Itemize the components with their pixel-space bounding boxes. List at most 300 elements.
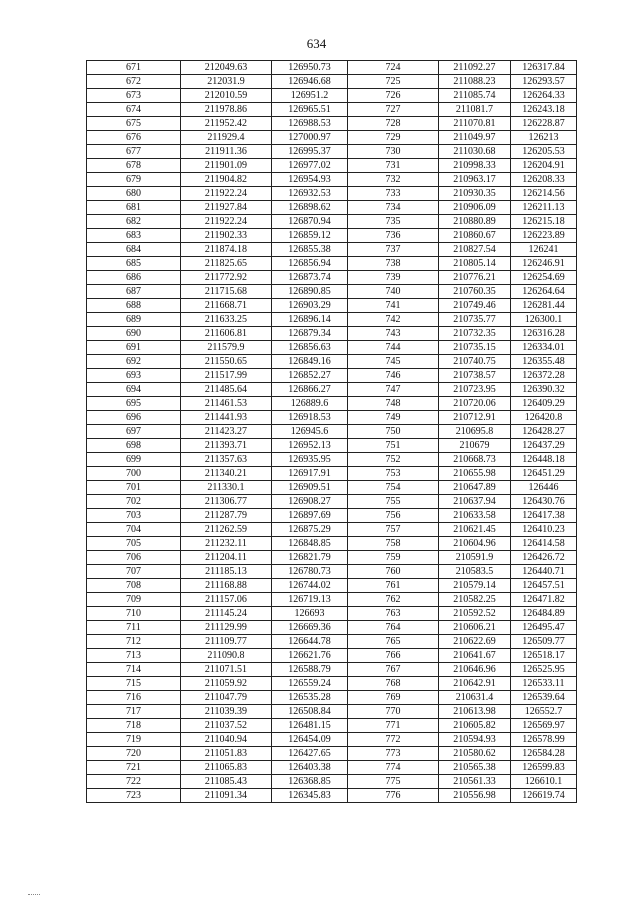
point-number-cell: 711 [87,621,181,635]
point-number-cell: 675 [87,117,181,131]
y-coordinate-cell: 126403.38 [272,761,348,775]
y-coordinate-cell: 126935.95 [272,453,348,467]
point-number-cell: 693 [87,369,181,383]
x-coordinate-cell: 210592.52 [439,607,511,621]
y-coordinate-cell: 126208.33 [511,173,577,187]
x-coordinate-cell: 211091.34 [181,789,272,803]
point-number-cell: 719 [87,733,181,747]
table-row [87,397,577,411]
table-row [87,75,577,89]
point-number-cell: 684 [87,243,181,257]
table-row [87,383,577,397]
table-row [87,733,577,747]
point-number-cell: 672 [87,75,181,89]
x-coordinate-cell: 210646.96 [439,663,511,677]
point-number-cell: 758 [348,537,439,551]
point-number-cell: 746 [348,369,439,383]
point-number-cell: 774 [348,761,439,775]
x-coordinate-cell: 210776.21 [439,271,511,285]
table-row [87,355,577,369]
point-number-cell: 722 [87,775,181,789]
table-row [87,551,577,565]
point-number-cell: 716 [87,691,181,705]
y-coordinate-cell: 126440.71 [511,565,577,579]
y-coordinate-cell: 126908.27 [272,495,348,509]
y-coordinate-cell: 126223.89 [511,229,577,243]
table-row [87,607,577,621]
x-coordinate-cell: 211901.09 [181,159,272,173]
x-coordinate-cell: 210668.73 [439,453,511,467]
point-number-cell: 770 [348,705,439,719]
y-coordinate-cell: 126896.14 [272,313,348,327]
point-number-cell: 759 [348,551,439,565]
y-coordinate-cell: 126578.99 [511,733,577,747]
point-number-cell: 731 [348,159,439,173]
x-coordinate-cell: 211049.97 [439,131,511,145]
y-coordinate-cell: 126909.51 [272,481,348,495]
x-coordinate-cell: 211393.71 [181,439,272,453]
y-coordinate-cell: 126345.83 [272,789,348,803]
x-coordinate-cell: 210735.15 [439,341,511,355]
y-coordinate-cell: 126852.27 [272,369,348,383]
x-coordinate-cell: 211040.94 [181,733,272,747]
point-number-cell: 763 [348,607,439,621]
y-coordinate-cell: 126539.64 [511,691,577,705]
point-number-cell: 715 [87,677,181,691]
x-coordinate-cell: 211579.9 [181,341,272,355]
point-number-cell: 690 [87,327,181,341]
table-row [87,271,577,285]
y-coordinate-cell: 126780.73 [272,565,348,579]
y-coordinate-cell: 126535.28 [272,691,348,705]
y-coordinate-cell: 126965.51 [272,103,348,117]
x-coordinate-cell: 211357.63 [181,453,272,467]
x-coordinate-cell: 211081.7 [439,103,511,117]
y-coordinate-cell: 126508.84 [272,705,348,719]
point-number-cell: 760 [348,565,439,579]
x-coordinate-cell: 211606.81 [181,327,272,341]
point-number-cell: 676 [87,131,181,145]
x-coordinate-cell: 211287.79 [181,509,272,523]
point-number-cell: 720 [87,747,181,761]
point-number-cell: 739 [348,271,439,285]
point-number-cell: 732 [348,173,439,187]
y-coordinate-cell: 126856.94 [272,257,348,271]
x-coordinate-cell: 210642.91 [439,677,511,691]
x-coordinate-cell: 210860.67 [439,229,511,243]
x-coordinate-cell: 210580.62 [439,747,511,761]
x-coordinate-cell: 211090.8 [181,649,272,663]
y-coordinate-cell: 126946.68 [272,75,348,89]
x-coordinate-cell: 211168.88 [181,579,272,593]
point-number-cell: 671 [87,61,181,75]
x-coordinate-cell: 211978.86 [181,103,272,117]
table-row [87,439,577,453]
point-number-cell: 737 [348,243,439,257]
y-coordinate-cell: 126584.28 [511,747,577,761]
table-row [87,509,577,523]
x-coordinate-cell: 210712.91 [439,411,511,425]
point-number-cell: 729 [348,131,439,145]
table-row [87,677,577,691]
point-number-cell: 705 [87,537,181,551]
x-coordinate-cell: 211085.74 [439,89,511,103]
x-coordinate-cell: 210613.98 [439,705,511,719]
x-coordinate-cell: 210637.94 [439,495,511,509]
x-coordinate-cell: 210582.25 [439,593,511,607]
point-number-cell: 725 [348,75,439,89]
y-coordinate-cell: 126719.13 [272,593,348,607]
point-number-cell: 730 [348,145,439,159]
y-coordinate-cell: 126932.53 [272,187,348,201]
y-coordinate-cell: 126898.62 [272,201,348,215]
x-coordinate-cell: 210695.8 [439,425,511,439]
point-number-cell: 680 [87,187,181,201]
y-coordinate-cell: 126205.53 [511,145,577,159]
y-coordinate-cell: 126951.2 [272,89,348,103]
y-coordinate-cell: 126977.02 [272,159,348,173]
point-number-cell: 769 [348,691,439,705]
point-number-cell: 772 [348,733,439,747]
point-number-cell: 686 [87,271,181,285]
point-number-cell: 736 [348,229,439,243]
table-row [87,299,577,313]
y-coordinate-cell: 126428.27 [511,425,577,439]
x-coordinate-cell: 211874.18 [181,243,272,257]
x-coordinate-cell: 210583.5 [439,565,511,579]
point-number-cell: 728 [348,117,439,131]
table-row [87,257,577,271]
y-coordinate-cell: 126481.15 [272,719,348,733]
x-coordinate-cell: 211204.11 [181,551,272,565]
x-coordinate-cell: 211550.65 [181,355,272,369]
x-coordinate-cell: 211306.77 [181,495,272,509]
point-number-cell: 752 [348,453,439,467]
point-number-cell: 709 [87,593,181,607]
y-coordinate-cell: 126897.69 [272,509,348,523]
table-row [87,649,577,663]
y-coordinate-cell: 126437.29 [511,439,577,453]
point-number-cell: 688 [87,299,181,313]
point-number-cell: 749 [348,411,439,425]
y-coordinate-cell: 126879.34 [272,327,348,341]
x-coordinate-cell: 210827.54 [439,243,511,257]
point-number-cell: 724 [348,61,439,75]
x-coordinate-cell: 211262.59 [181,523,272,537]
table-row [87,747,577,761]
point-number-cell: 683 [87,229,181,243]
table-row [87,663,577,677]
coordinates-table [86,60,577,803]
x-coordinate-cell: 211157.06 [181,593,272,607]
y-coordinate-cell: 126281.44 [511,299,577,313]
y-coordinate-cell: 126988.53 [272,117,348,131]
y-coordinate-cell: 126390.32 [511,383,577,397]
coordinates-table-body [87,61,577,803]
y-coordinate-cell: 126471.82 [511,593,577,607]
y-coordinate-cell: 126821.79 [272,551,348,565]
point-number-cell: 735 [348,215,439,229]
x-coordinate-cell: 211051.83 [181,747,272,761]
x-coordinate-cell: 211092.27 [439,61,511,75]
y-coordinate-cell: 126214.56 [511,187,577,201]
point-number-cell: 761 [348,579,439,593]
y-coordinate-cell: 126599.83 [511,761,577,775]
table-row [87,341,577,355]
point-number-cell: 773 [348,747,439,761]
y-coordinate-cell: 126409.29 [511,397,577,411]
table-row [87,775,577,789]
y-coordinate-cell: 126243.18 [511,103,577,117]
table-row [87,103,577,117]
x-coordinate-cell: 211904.82 [181,173,272,187]
table-row [87,761,577,775]
x-coordinate-cell: 211030.68 [439,145,511,159]
x-coordinate-cell: 211037.52 [181,719,272,733]
table-row [87,187,577,201]
footer-mark [28,894,40,897]
point-number-cell: 727 [348,103,439,117]
table-row [87,159,577,173]
y-coordinate-cell: 126427.65 [272,747,348,761]
point-number-cell: 751 [348,439,439,453]
point-number-cell: 745 [348,355,439,369]
point-number-cell: 707 [87,565,181,579]
table-row [87,327,577,341]
point-number-cell: 768 [348,677,439,691]
y-coordinate-cell: 126954.93 [272,173,348,187]
y-coordinate-cell: 126870.94 [272,215,348,229]
y-coordinate-cell: 126430.76 [511,495,577,509]
table-row [87,691,577,705]
y-coordinate-cell: 126621.76 [272,649,348,663]
table-row [87,565,577,579]
point-number-cell: 714 [87,663,181,677]
point-number-cell: 762 [348,593,439,607]
y-coordinate-cell: 126610.1 [511,775,577,789]
point-number-cell: 687 [87,285,181,299]
point-number-cell: 765 [348,635,439,649]
point-number-cell: 767 [348,663,439,677]
x-coordinate-cell: 211065.83 [181,761,272,775]
point-number-cell: 681 [87,201,181,215]
x-coordinate-cell: 211517.99 [181,369,272,383]
y-coordinate-cell: 126410.23 [511,523,577,537]
x-coordinate-cell: 210565.38 [439,761,511,775]
point-number-cell: 748 [348,397,439,411]
x-coordinate-cell: 211485.64 [181,383,272,397]
point-number-cell: 682 [87,215,181,229]
y-coordinate-cell: 126317.84 [511,61,577,75]
point-number-cell: 710 [87,607,181,621]
y-coordinate-cell: 126457.51 [511,579,577,593]
point-number-cell: 692 [87,355,181,369]
table-row [87,285,577,299]
x-coordinate-cell: 211772.92 [181,271,272,285]
point-number-cell: 756 [348,509,439,523]
x-coordinate-cell: 211330.1 [181,481,272,495]
x-coordinate-cell: 210906.09 [439,201,511,215]
point-number-cell: 695 [87,397,181,411]
y-coordinate-cell: 126254.69 [511,271,577,285]
x-coordinate-cell: 211129.99 [181,621,272,635]
table-row [87,453,577,467]
point-number-cell: 700 [87,467,181,481]
x-coordinate-cell: 210930.35 [439,187,511,201]
point-number-cell: 776 [348,789,439,803]
y-coordinate-cell: 126866.27 [272,383,348,397]
x-coordinate-cell: 210591.9 [439,551,511,565]
x-coordinate-cell: 210963.17 [439,173,511,187]
x-coordinate-cell: 211145.24 [181,607,272,621]
y-coordinate-cell: 126451.29 [511,467,577,481]
x-coordinate-cell: 210749.46 [439,299,511,313]
table-row [87,369,577,383]
y-coordinate-cell: 126559.24 [272,677,348,691]
table-row [87,593,577,607]
y-coordinate-cell: 126414.58 [511,537,577,551]
x-coordinate-cell: 211085.43 [181,775,272,789]
y-coordinate-cell: 126426.72 [511,551,577,565]
x-coordinate-cell: 211070.81 [439,117,511,131]
table-row [87,243,577,257]
point-number-cell: 718 [87,719,181,733]
y-coordinate-cell: 126211.13 [511,201,577,215]
x-coordinate-cell: 210655.98 [439,467,511,481]
x-coordinate-cell: 210561.33 [439,775,511,789]
x-coordinate-cell: 210720.06 [439,397,511,411]
x-coordinate-cell: 210606.21 [439,621,511,635]
y-coordinate-cell: 126644.78 [272,635,348,649]
point-number-cell: 726 [348,89,439,103]
y-coordinate-cell: 126264.64 [511,285,577,299]
y-coordinate-cell: 126903.29 [272,299,348,313]
x-coordinate-cell: 211109.77 [181,635,272,649]
x-coordinate-cell: 210805.14 [439,257,511,271]
x-coordinate-cell: 210740.75 [439,355,511,369]
y-coordinate-cell: 126533.11 [511,677,577,691]
y-coordinate-cell: 126417.38 [511,509,577,523]
y-coordinate-cell: 126569.97 [511,719,577,733]
y-coordinate-cell: 127000.97 [272,131,348,145]
point-number-cell: 708 [87,579,181,593]
y-coordinate-cell: 126995.37 [272,145,348,159]
point-number-cell: 766 [348,649,439,663]
x-coordinate-cell: 211185.13 [181,565,272,579]
x-coordinate-cell: 211059.92 [181,677,272,691]
y-coordinate-cell: 126950.73 [272,61,348,75]
table-row [87,523,577,537]
point-number-cell: 747 [348,383,439,397]
x-coordinate-cell: 211825.65 [181,257,272,271]
point-number-cell: 678 [87,159,181,173]
y-coordinate-cell: 126420.8 [511,411,577,425]
point-number-cell: 691 [87,341,181,355]
x-coordinate-cell: 211423.27 [181,425,272,439]
table-row [87,131,577,145]
point-number-cell: 741 [348,299,439,313]
point-number-cell: 712 [87,635,181,649]
x-coordinate-cell: 210738.57 [439,369,511,383]
x-coordinate-cell: 210723.95 [439,383,511,397]
y-coordinate-cell: 126693 [272,607,348,621]
y-coordinate-cell: 126228.87 [511,117,577,131]
point-number-cell: 750 [348,425,439,439]
y-coordinate-cell: 126213 [511,131,577,145]
x-coordinate-cell: 211461.53 [181,397,272,411]
point-number-cell: 704 [87,523,181,537]
point-number-cell: 703 [87,509,181,523]
x-coordinate-cell: 211911.36 [181,145,272,159]
point-number-cell: 764 [348,621,439,635]
y-coordinate-cell: 126952.13 [272,439,348,453]
y-coordinate-cell: 126300.1 [511,313,577,327]
y-coordinate-cell: 126246.91 [511,257,577,271]
point-number-cell: 753 [348,467,439,481]
table-row [87,61,577,75]
x-coordinate-cell: 211929.4 [181,131,272,145]
x-coordinate-cell: 210622.69 [439,635,511,649]
table-row [87,313,577,327]
y-coordinate-cell: 126875.29 [272,523,348,537]
y-coordinate-cell: 126552.7 [511,705,577,719]
y-coordinate-cell: 126316.28 [511,327,577,341]
point-number-cell: 721 [87,761,181,775]
y-coordinate-cell: 126890.85 [272,285,348,299]
y-coordinate-cell: 126215.18 [511,215,577,229]
y-coordinate-cell: 126368.85 [272,775,348,789]
table-row [87,495,577,509]
x-coordinate-cell: 211927.84 [181,201,272,215]
y-coordinate-cell: 126669.36 [272,621,348,635]
point-number-cell: 755 [348,495,439,509]
x-coordinate-cell: 211668.71 [181,299,272,313]
point-number-cell: 757 [348,523,439,537]
x-coordinate-cell: 210647.89 [439,481,511,495]
x-coordinate-cell: 210679 [439,439,511,453]
x-coordinate-cell: 212031.9 [181,75,272,89]
x-coordinate-cell: 210556.98 [439,789,511,803]
point-number-cell: 674 [87,103,181,117]
y-coordinate-cell: 126918.53 [272,411,348,425]
point-number-cell: 698 [87,439,181,453]
x-coordinate-cell: 211039.39 [181,705,272,719]
x-coordinate-cell: 210605.82 [439,719,511,733]
y-coordinate-cell: 126849.16 [272,355,348,369]
x-coordinate-cell: 210732.35 [439,327,511,341]
table-row [87,481,577,495]
y-coordinate-cell: 126518.17 [511,649,577,663]
point-number-cell: 694 [87,383,181,397]
point-number-cell: 744 [348,341,439,355]
y-coordinate-cell: 126744.02 [272,579,348,593]
x-coordinate-cell: 211902.33 [181,229,272,243]
x-coordinate-cell: 211441.93 [181,411,272,425]
x-coordinate-cell: 211088.23 [439,75,511,89]
point-number-cell: 706 [87,551,181,565]
table-row [87,579,577,593]
x-coordinate-cell: 210579.14 [439,579,511,593]
x-coordinate-cell: 211340.21 [181,467,272,481]
y-coordinate-cell: 126264.33 [511,89,577,103]
x-coordinate-cell: 210880.89 [439,215,511,229]
x-coordinate-cell: 211922.24 [181,215,272,229]
x-coordinate-cell: 210604.96 [439,537,511,551]
y-coordinate-cell: 126484.89 [511,607,577,621]
y-coordinate-cell: 126856.63 [272,341,348,355]
point-number-cell: 673 [87,89,181,103]
x-coordinate-cell: 210621.45 [439,523,511,537]
